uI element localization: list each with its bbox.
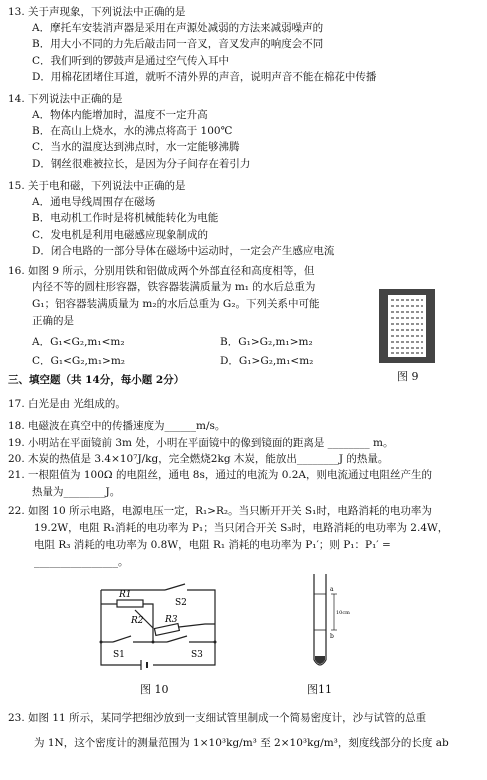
figure-11-test-tube-diagram: [300, 572, 350, 674]
figure-10-circuit-diagram: [95, 580, 225, 675]
q15-option-d: D．闭合电路的一部分导体在磁场中运动时，一定会产生感应电流: [32, 245, 335, 257]
q13-option-c: C．我们听到的锣鼓声是通过空气传入耳中: [32, 55, 230, 67]
label-r1: R1: [119, 590, 132, 600]
fig11-label-a: a: [330, 586, 334, 593]
label-s3: S3: [191, 650, 203, 660]
q13-stem: 13. 关于声现象，下列说法中正确的是: [8, 6, 186, 18]
q16-line-2: 内径不等的圆柱形容器，铁容器装满质量为 m₁ 的水后总重为: [32, 281, 316, 293]
q22-line-3: 电阻 R₃ 消耗的电功率为 0.8W，电阻 R₁ 消耗的电功率为 P₁′；则 P₁：P₁′ =: [34, 539, 391, 551]
q23-line-2: 为 1N，这个密度计的测量范围为 1×10³kg/m³ 至 2×10³kg/m³，刻度线部分的长度 ab: [34, 737, 449, 749]
q15-option-b: B．电动机工作时是将机械能转化为电能: [32, 212, 219, 224]
q16-option-d: D．G₁>G₂,m₁<m₂: [220, 355, 314, 367]
fig11-label-b: b: [330, 633, 334, 640]
q14-option-c: C．当水的温度达到沸点时，水一定能够沸腾: [32, 141, 240, 153]
q16-line-3: G₁；铝容器装满质量为 m₂的水后总重为 G₂。下列关系中可能: [32, 298, 320, 310]
q13-option-d: D．用棉花团堵住耳道，就听不清外界的声音，说明声音不能在棉花中传播: [32, 71, 377, 83]
q13-option-a: A．摩托车安装消声器是采用在声源处减弱的方法来减弱噪声的: [32, 22, 324, 34]
q22-line-4: ________________。: [34, 556, 129, 568]
section-3-heading: 三、填空题（共 14分，每小题 2分）: [8, 374, 185, 386]
q16-line-4: 正确的是: [32, 315, 74, 327]
fig11-label-length: 10cm: [336, 610, 350, 616]
q17: 17. 白光是由 光组成的。: [8, 398, 126, 410]
label-s1: S1: [113, 650, 125, 660]
q16-option-b: B．G₁>G₂,m₁>m₂: [220, 336, 313, 348]
q16-option-c: C．G₁<G₂,m₁>m₂: [32, 355, 125, 367]
q22-line-1: 22. 如图 10 所示电路，电源电压一定，R₁>R₂。当只断开开关 S₁时，电路消耗的电功率为: [8, 505, 432, 517]
q15-option-a: A．通电导线周围存在磁场: [32, 196, 156, 208]
q18: 18. 电磁波在真空中的传播速度为______m/s。: [8, 420, 226, 432]
q16-option-a: A．G₁<G₂,m₁<m₂: [32, 336, 125, 348]
label-r2: R2: [131, 616, 144, 626]
q23-line-1: 23. 如图 11 所示，某同学把细沙放到一支细试管里制成一个简易密度计，沙与试管的总重: [8, 712, 427, 724]
q21-line-2: 热量为________J。: [32, 486, 121, 498]
q14-option-b: B．在高山上烧水，水的沸点将高于 100℃: [32, 125, 233, 137]
label-r3: R3: [165, 615, 178, 625]
q15-stem: 15. 关于电和磁，下列说法中正确的是: [8, 180, 186, 192]
q19: 19. 小明站在平面镜前 3m 处，小明在平面镜中的像到镜面的距离是 ________ m。: [8, 437, 394, 449]
q14-option-d: D．钢丝很难被拉长，是因为分子间存在着引力: [32, 158, 251, 170]
label-s2: S2: [175, 598, 187, 608]
figure-9-container-diagram: [378, 288, 436, 364]
q15-option-c: C．发电机是利用电磁感应现象制成的: [32, 229, 209, 241]
q14-stem: 14. 下列说法中正确的是: [8, 93, 123, 105]
q22-line-2: 19.2W，电阻 R₁消耗的电功率为 P₁；当只闭合开关 S₃时，电路消耗的电功率为 2.4W，: [34, 522, 449, 534]
figure-9-caption: 图 9: [397, 370, 419, 383]
q13-option-b: B．用大小不同的力先后敲击同一音叉，音叉发声的响度会不同: [32, 38, 324, 50]
q21-line-1: 21. 一根阻值为 100Ω 的电阻丝，通电 8s，通过的电流为 0.2A，则电流通过电阻丝产生的: [8, 469, 432, 481]
q16-line-1: 16. 如图 9 所示，分别用铁和铝做成两个外部直径和高度相等，但: [8, 265, 315, 277]
q14-option-a: A．物体内能增加时，温度不一定升高: [32, 109, 208, 121]
figure-11-caption: 图11: [307, 683, 332, 696]
figure-10-caption: 图 10: [140, 683, 169, 696]
q20: 20. 木炭的热值是 3.4×10⁷J/kg，完全燃烧2kg 木炭，能放出________J 的热量。: [8, 453, 389, 465]
